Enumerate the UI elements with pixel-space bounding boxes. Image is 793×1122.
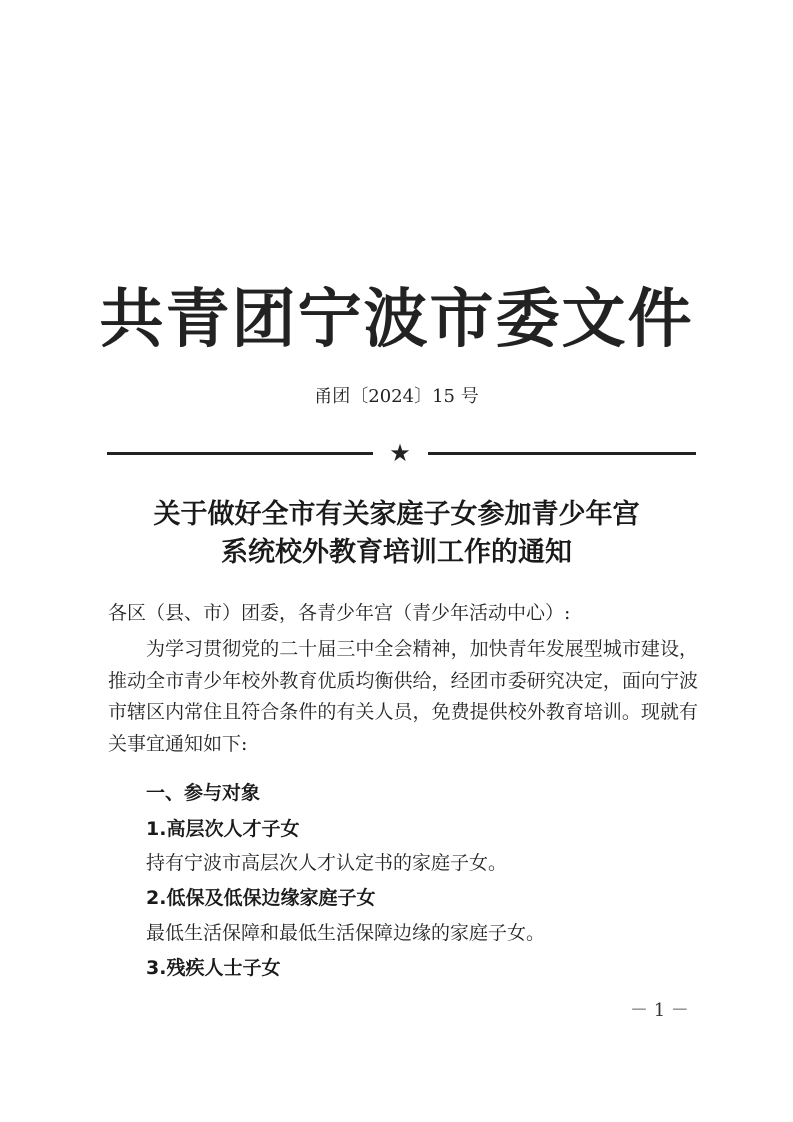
page-number: － 1 － — [630, 1000, 689, 1021]
item-heading-low-income-children: 2.低保及低保边缘家庭子女 — [146, 887, 376, 909]
item-heading-talent-children: 1.高层次人才子女 — [146, 818, 300, 840]
separator-rule-left — [107, 452, 373, 455]
section-heading-participants: 一、参与对象 — [146, 782, 261, 804]
intro-paragraph: 为学习贯彻党的二十届三中全会精神，加快青年发展型城市建设，推动全市青少年校外教育优质均衡供给，经团市委研究决定，面向宁波市辖区内常住且符合条件的有关人员，免费提供校外教育培训。现就有关事宜通知如下: — [108, 638, 698, 755]
separator-rule-right — [428, 452, 696, 455]
document-title — [0, 496, 793, 572]
masthead: 共青团宁波市委文件 — [99, 283, 694, 357]
star-icon: ★ — [389, 439, 411, 467]
salutation: 各区（县、市）团委，各青少年宫（青少年活动中心）: — [108, 602, 571, 624]
title-line-1: 关于做好全市有关家庭子女参加青少年宫 — [153, 499, 640, 530]
item-text-talent-children: 持有宁波市高层次人才认定书的家庭子女。 — [146, 852, 508, 874]
item-heading-disabled-children: 3.残疾人士子女 — [146, 957, 281, 979]
document-number: 甬团〔2024〕15 号 — [314, 386, 479, 407]
item-text-low-income-children: 最低生活保障和最低生活保障边缘的家庭子女。 — [146, 922, 546, 944]
title-line-2: 系统校外教育培训工作的通知 — [221, 537, 572, 568]
